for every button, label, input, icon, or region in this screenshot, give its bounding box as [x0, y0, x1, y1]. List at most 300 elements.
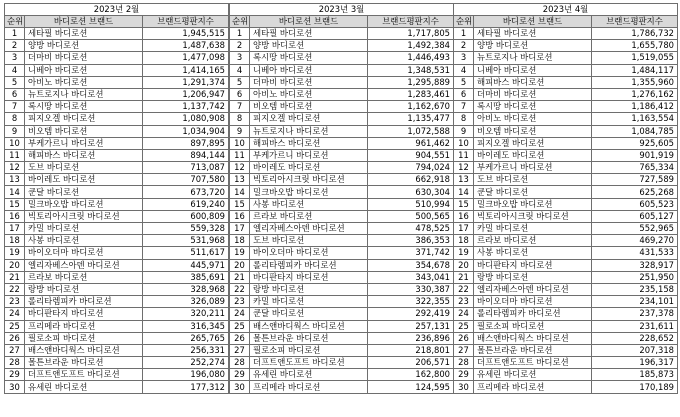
table-panel-mar	[229, 3, 453, 414]
score-cell: 1,477,098	[143, 52, 229, 64]
brand-cell: 세타필 바디로션	[25, 28, 143, 40]
rank-cell: 4	[230, 64, 250, 76]
score-cell: 961,462	[368, 137, 454, 149]
rank-cell: 2	[5, 40, 25, 52]
rank-cell: 11	[454, 149, 474, 161]
table-row	[5, 283, 229, 295]
rank-cell: 8	[230, 113, 250, 125]
rank-cell: 13	[454, 174, 474, 186]
table-row	[5, 186, 229, 198]
rank-cell: 7	[230, 101, 250, 113]
brand-cell: 밀크바오밥 바디로션	[474, 198, 592, 210]
brand-cell: 랑방 바디로션	[25, 283, 143, 295]
brand-cell: 해피바스 바디로션	[474, 76, 592, 88]
brand-cell: 바이오더마 바디로션	[474, 296, 592, 308]
table-row	[454, 320, 678, 332]
rank-cell: 21	[5, 271, 25, 283]
rank-cell: 20	[454, 259, 474, 271]
score-cell: 707,580	[143, 174, 229, 186]
brand-cell: 해피바스 바디로션	[250, 137, 368, 149]
brand-cell: 배스앤바디웍스 바디로션	[250, 320, 368, 332]
brand-cell: 도브 바디로션	[474, 174, 592, 186]
score-cell: 1,162,670	[368, 101, 454, 113]
score-cell: 765,334	[592, 162, 678, 174]
table-row	[230, 125, 454, 137]
score-cell: 727,589	[592, 174, 678, 186]
score-cell: 925,605	[592, 137, 678, 149]
brand-cell: 더프트앤도프트 바디로션	[25, 369, 143, 381]
brand-cell: 양방 바디로션	[25, 40, 143, 52]
brand-cell: 니베아 바디로션	[250, 64, 368, 76]
rank-header: 순위	[230, 16, 250, 28]
table-body	[454, 28, 678, 394]
table-row	[454, 344, 678, 356]
table-row	[230, 271, 454, 283]
rank-cell: 29	[230, 369, 250, 381]
brand-cell: 엘리자베스아덴 바디로션	[474, 283, 592, 295]
brand-cell: 필로소피 바디로션	[25, 332, 143, 344]
rank-cell: 5	[230, 76, 250, 88]
table-row	[230, 235, 454, 247]
brand-cell: 바이오더마 바디로션	[250, 247, 368, 259]
score-cell: 231,611	[592, 320, 678, 332]
rank-cell: 21	[454, 271, 474, 283]
score-cell: 478,525	[368, 223, 454, 235]
ranking-table	[4, 3, 229, 394]
table-row	[5, 259, 229, 271]
brand-cell: 더마비 바디로션	[474, 88, 592, 100]
brand-cell: 부케가르니 바디로션	[25, 137, 143, 149]
brand-cell: 뉴트로지나 바디로션	[250, 125, 368, 137]
score-header: 브랜드평판지수	[368, 16, 454, 28]
score-cell: 185,873	[592, 369, 678, 381]
score-cell: 1,446,493	[368, 52, 454, 64]
score-cell: 1,484,117	[592, 64, 678, 76]
rank-cell: 10	[5, 137, 25, 149]
rank-cell: 11	[230, 149, 250, 161]
rank-cell: 18	[230, 235, 250, 247]
brand-cell: 비오템 바디로션	[474, 125, 592, 137]
table-row	[454, 64, 678, 76]
brand-cell: 카밀 바디로션	[25, 223, 143, 235]
rank-cell: 8	[454, 113, 474, 125]
score-cell: 559,328	[143, 223, 229, 235]
score-cell: 713,087	[143, 162, 229, 174]
table-row	[454, 101, 678, 113]
brand-cell: 르라보 바디로션	[250, 210, 368, 222]
table-row	[454, 210, 678, 222]
table-row	[454, 381, 678, 393]
brand-cell: 도브 바디로션	[25, 162, 143, 174]
brand-cell: 유세린 바디로션	[25, 381, 143, 393]
table-row	[230, 76, 454, 88]
score-cell: 1,283,461	[368, 88, 454, 100]
score-cell: 234,101	[592, 296, 678, 308]
rank-cell: 6	[454, 88, 474, 100]
rank-cell: 27	[230, 344, 250, 356]
score-cell: 385,691	[143, 271, 229, 283]
score-cell: 511,617	[143, 247, 229, 259]
rank-cell: 20	[5, 259, 25, 271]
rank-cell: 26	[5, 332, 25, 344]
rank-cell: 14	[230, 186, 250, 198]
brand-cell: 바이레도 바디로션	[474, 149, 592, 161]
score-cell: 207,318	[592, 344, 678, 356]
table-row	[230, 369, 454, 381]
score-cell: 1,945,515	[143, 28, 229, 40]
score-cell: 328,968	[143, 283, 229, 295]
brand-cell: 카밀 바디로션	[250, 296, 368, 308]
rank-cell: 2	[230, 40, 250, 52]
brand-cell: 밀크바오밥 바디로션	[25, 198, 143, 210]
table-row	[454, 40, 678, 52]
rank-cell: 24	[230, 308, 250, 320]
brand-cell: 뉴트로지나 바디로션	[474, 52, 592, 64]
rank-cell: 12	[5, 162, 25, 174]
table-row	[454, 28, 678, 40]
brand-cell: 아비노 바디로션	[25, 76, 143, 88]
score-cell: 162,800	[368, 369, 454, 381]
table-row	[5, 235, 229, 247]
rank-cell: 6	[5, 88, 25, 100]
score-cell: 124,595	[368, 381, 454, 393]
brand-cell: 부케가르니 바디로션	[250, 149, 368, 161]
brand-cell: 양방 바디로션	[474, 40, 592, 52]
rank-cell: 15	[5, 198, 25, 210]
score-cell: 170,189	[592, 381, 678, 393]
brand-cell: 쿤달 바디로션	[250, 308, 368, 320]
rank-cell: 8	[5, 113, 25, 125]
brand-cell: 배스앤바디웍스 바디로션	[474, 332, 592, 344]
brand-cell: 쿤달 바디로션	[25, 186, 143, 198]
brand-cell: 사봉 바디로션	[474, 247, 592, 259]
score-cell: 322,355	[368, 296, 454, 308]
table-row	[454, 198, 678, 210]
rank-header: 순위	[454, 16, 474, 28]
table-row	[454, 52, 678, 64]
brand-cell: 카밀 바디로션	[474, 223, 592, 235]
table-row	[454, 283, 678, 295]
table-row	[5, 332, 229, 344]
brand-cell: 엘리자베스아덴 바디로션	[25, 259, 143, 271]
brand-cell: 바이오더마 바디로션	[25, 247, 143, 259]
brand-cell: 비오템 바디로션	[25, 125, 143, 137]
table-row	[454, 296, 678, 308]
table-row	[5, 52, 229, 64]
brand-cell: 바이레도 바디로션	[250, 162, 368, 174]
table-row	[5, 137, 229, 149]
table-row	[5, 40, 229, 52]
score-cell: 904,551	[368, 149, 454, 161]
table-row	[5, 271, 229, 283]
score-cell: 500,565	[368, 210, 454, 222]
score-cell: 531,968	[143, 235, 229, 247]
score-header: 브랜드평판지수	[143, 16, 229, 28]
score-cell: 469,270	[592, 235, 678, 247]
rank-cell: 10	[230, 137, 250, 149]
rank-cell: 28	[230, 357, 250, 369]
table-row	[230, 52, 454, 64]
rank-cell: 4	[454, 64, 474, 76]
score-cell: 1,786,732	[592, 28, 678, 40]
brand-cell: 프리메라 바디로션	[25, 320, 143, 332]
table-row	[230, 137, 454, 149]
rank-cell: 14	[454, 186, 474, 198]
rank-cell: 14	[5, 186, 25, 198]
table-row	[5, 198, 229, 210]
score-cell: 673,720	[143, 186, 229, 198]
score-header: 브랜드평판지수	[592, 16, 678, 28]
rank-cell: 26	[454, 332, 474, 344]
brand-cell: 사봉 바디로션	[25, 235, 143, 247]
score-cell: 316,345	[143, 320, 229, 332]
rank-cell: 30	[5, 381, 25, 393]
score-cell: 1,186,412	[592, 101, 678, 113]
score-cell: 235,158	[592, 283, 678, 295]
table-panel-apr	[453, 3, 677, 414]
brand-cell: 더프트앤도프트 바디로션	[474, 357, 592, 369]
brand-cell: 록시땅 바디로션	[250, 52, 368, 64]
brand-cell: 빅토리아시크릿 바디로션	[474, 210, 592, 222]
rank-cell: 16	[454, 210, 474, 222]
brand-cell: 빅토리아시크릿 바디로션	[25, 210, 143, 222]
table-row	[5, 76, 229, 88]
rank-cell: 9	[454, 125, 474, 137]
rank-cell: 24	[454, 308, 474, 320]
ranking-table	[453, 3, 678, 394]
score-cell: 794,024	[368, 162, 454, 174]
brand-cell: 몰튼브라운 바디로션	[474, 344, 592, 356]
score-cell: 1,084,785	[592, 125, 678, 137]
rank-cell: 28	[454, 357, 474, 369]
brand-cell: 피지오겔 바디로션	[250, 113, 368, 125]
score-cell: 330,387	[368, 283, 454, 295]
brand-header: 바디로션 브랜드	[250, 16, 368, 28]
table-row	[230, 357, 454, 369]
table-row	[5, 381, 229, 393]
rank-cell: 15	[454, 198, 474, 210]
score-cell: 237,378	[592, 308, 678, 320]
score-cell: 552,965	[592, 223, 678, 235]
rank-cell: 30	[230, 381, 250, 393]
table-row	[5, 344, 229, 356]
score-cell: 600,809	[143, 210, 229, 222]
brand-cell: 더마비 바디로션	[25, 52, 143, 64]
rank-cell: 5	[454, 76, 474, 88]
table-row	[454, 271, 678, 283]
rank-cell: 13	[230, 174, 250, 186]
table-row	[230, 296, 454, 308]
table-row	[454, 125, 678, 137]
brand-cell: 니베아 바디로션	[474, 64, 592, 76]
table-row	[454, 247, 678, 259]
rank-cell: 3	[5, 52, 25, 64]
score-cell: 605,523	[592, 198, 678, 210]
brand-cell: 롤리타렘피카 바디로션	[474, 308, 592, 320]
rank-cell: 18	[454, 235, 474, 247]
brand-cell: 유세린 바디로션	[250, 369, 368, 381]
rank-cell: 13	[5, 174, 25, 186]
table-row	[230, 113, 454, 125]
rank-cell: 3	[230, 52, 250, 64]
table-row	[230, 320, 454, 332]
table-row	[5, 64, 229, 76]
score-cell: 1,072,588	[368, 125, 454, 137]
brand-cell: 부케가르니 바디로션	[474, 162, 592, 174]
score-cell: 1,519,055	[592, 52, 678, 64]
rank-cell: 21	[230, 271, 250, 283]
table-row	[230, 344, 454, 356]
score-cell: 605,127	[592, 210, 678, 222]
brand-cell: 랑방 바디로션	[474, 271, 592, 283]
brand-cell: 피지오겔 바디로션	[25, 113, 143, 125]
rank-cell: 19	[230, 247, 250, 259]
score-cell: 1,034,904	[143, 125, 229, 137]
table-row	[5, 113, 229, 125]
brand-cell: 더프트앤도프트 바디로션	[250, 357, 368, 369]
table-row	[5, 210, 229, 222]
rank-cell: 2	[454, 40, 474, 52]
table-row	[5, 88, 229, 100]
table-row	[230, 223, 454, 235]
rank-cell: 10	[454, 137, 474, 149]
table-row	[230, 259, 454, 271]
table-row	[454, 76, 678, 88]
table-row	[454, 162, 678, 174]
brand-cell: 빅토리아시크릿 바디로션	[250, 174, 368, 186]
score-cell: 371,742	[368, 247, 454, 259]
score-cell: 1,655,780	[592, 40, 678, 52]
brand-cell: 사봉 바디로션	[250, 198, 368, 210]
score-cell: 630,304	[368, 186, 454, 198]
rank-cell: 22	[5, 283, 25, 295]
rank-cell: 1	[5, 28, 25, 40]
score-cell: 354,678	[368, 259, 454, 271]
rank-cell: 22	[230, 283, 250, 295]
rank-cell: 22	[454, 283, 474, 295]
table-panel-feb	[4, 3, 228, 414]
rank-cell: 30	[454, 381, 474, 393]
score-cell: 177,312	[143, 381, 229, 393]
rank-cell: 4	[5, 64, 25, 76]
table-row	[230, 28, 454, 40]
table-row	[5, 357, 229, 369]
brand-cell: 밀크바오밥 바디로션	[250, 186, 368, 198]
table-row	[230, 149, 454, 161]
brand-cell: 세타필 바디로션	[474, 28, 592, 40]
table-row	[230, 101, 454, 113]
score-cell: 1,348,531	[368, 64, 454, 76]
table-row	[230, 198, 454, 210]
table-row	[5, 28, 229, 40]
brand-cell: 피지오겔 바디로션	[474, 137, 592, 149]
rank-cell: 16	[230, 210, 250, 222]
rank-cell: 29	[5, 369, 25, 381]
score-cell: 510,994	[368, 198, 454, 210]
score-cell: 1,291,374	[143, 76, 229, 88]
table-month-title: 2023년 3월	[230, 4, 454, 16]
table-row	[5, 308, 229, 320]
brand-cell: 엘리자베스아덴 바디로션	[250, 223, 368, 235]
rank-cell: 1	[230, 28, 250, 40]
brand-cell: 랑방 바디로션	[250, 283, 368, 295]
brand-cell: 아비노 바디로션	[474, 113, 592, 125]
table-row	[5, 149, 229, 161]
rank-cell: 7	[5, 101, 25, 113]
brand-cell: 롤리타렘피카 바디로션	[250, 259, 368, 271]
table-row	[230, 174, 454, 186]
table-row	[454, 186, 678, 198]
brand-cell: 바디판타지 바디로션	[25, 308, 143, 320]
brand-cell: 몰튼브라운 바디로션	[250, 332, 368, 344]
score-cell: 1,276,162	[592, 88, 678, 100]
brand-cell: 쿤달 바디로션	[474, 186, 592, 198]
score-cell: 619,240	[143, 198, 229, 210]
score-cell: 343,041	[368, 271, 454, 283]
table-row	[230, 308, 454, 320]
table-row	[230, 247, 454, 259]
brand-cell: 유세린 바디로션	[474, 369, 592, 381]
table-row	[230, 332, 454, 344]
brand-cell: 해피바스 바디로션	[25, 149, 143, 161]
brand-cell: 르라보 바디로션	[25, 271, 143, 283]
score-cell: 1,206,947	[143, 88, 229, 100]
table-row	[454, 88, 678, 100]
table-row	[5, 125, 229, 137]
rank-cell: 26	[230, 332, 250, 344]
score-cell: 251,950	[592, 271, 678, 283]
score-cell: 1,492,384	[368, 40, 454, 52]
table-row	[5, 174, 229, 186]
score-cell: 1,414,165	[143, 64, 229, 76]
score-cell: 1,135,477	[368, 113, 454, 125]
rank-header: 순위	[5, 16, 25, 28]
rank-cell: 25	[5, 320, 25, 332]
brand-cell: 필로소피 바디로션	[474, 320, 592, 332]
table-row	[454, 235, 678, 247]
brand-cell: 비오템 바디로션	[250, 101, 368, 113]
score-cell: 1,163,554	[592, 113, 678, 125]
score-cell: 252,274	[143, 357, 229, 369]
score-cell: 1,295,889	[368, 76, 454, 88]
score-cell: 206,571	[368, 357, 454, 369]
score-cell: 320,211	[143, 308, 229, 320]
table-row	[230, 186, 454, 198]
score-cell: 1,137,742	[143, 101, 229, 113]
rank-cell: 3	[454, 52, 474, 64]
rank-cell: 23	[454, 296, 474, 308]
rank-cell: 25	[454, 320, 474, 332]
brand-cell: 롤리타렘피카 바디로션	[25, 296, 143, 308]
rank-cell: 28	[5, 357, 25, 369]
brand-cell: 록시땅 바디로션	[474, 101, 592, 113]
rank-cell: 23	[230, 296, 250, 308]
table-body	[5, 28, 229, 394]
score-cell: 256,331	[143, 344, 229, 356]
brand-cell: 양방 바디로션	[250, 40, 368, 52]
table-row	[454, 357, 678, 369]
score-cell: 386,353	[368, 235, 454, 247]
brand-header: 바디로션 브랜드	[25, 16, 143, 28]
score-cell: 196,080	[143, 369, 229, 381]
score-cell: 894,144	[143, 149, 229, 161]
rank-cell: 16	[5, 210, 25, 222]
brand-cell: 르라보 바디로션	[474, 235, 592, 247]
score-cell: 326,089	[143, 296, 229, 308]
score-cell: 1,487,638	[143, 40, 229, 52]
table-row	[230, 381, 454, 393]
rank-cell: 17	[230, 223, 250, 235]
